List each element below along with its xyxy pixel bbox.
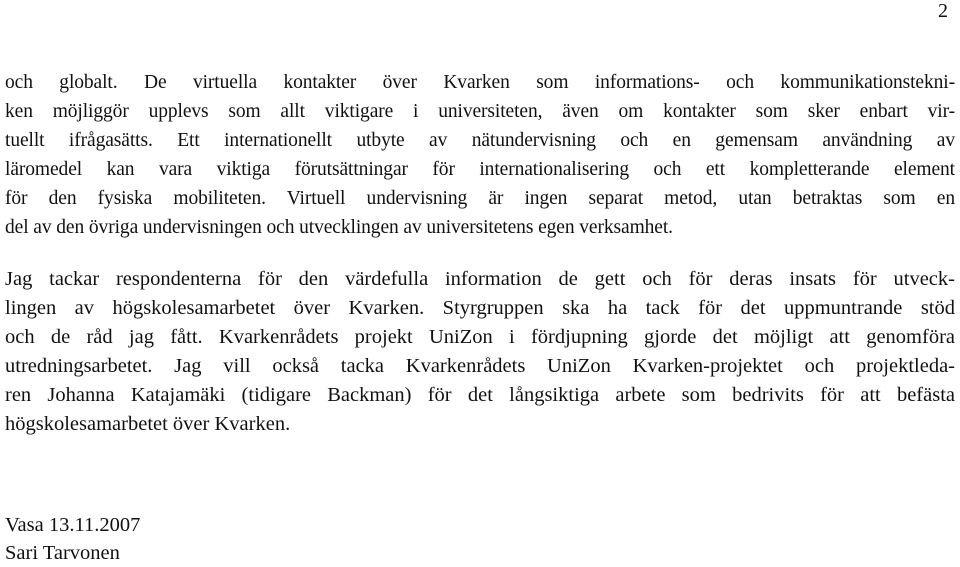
text-line: utredningsarbetet. Jag vill också tacka Kvarkenrådets UniZon Kvarken-projektet och projektleda- [5,355,955,377]
page-number: 2 [938,0,948,22]
text-line: lingen av högskolesamarbetet över Kvarken. Styrgruppen ska ha tack för det uppmuntrande stöd [5,297,955,319]
text-line: Jag tackar respondenterna för den värdefulla information de gett och för deras insats för utveck- [5,268,955,290]
text-line: för den fysiska mobiliteten. Virtuell undervisning är ingen separat metod, utan betraktas som en [5,188,955,209]
paragraph-acknowledgements [5,265,955,439]
text-line: läromedel kan vara viktiga förutsättningar för internationalisering och ett kompletterande element [5,159,955,180]
text-line: och de råd jag fått. Kvarkenrådets projekt UniZon i fördjupning gjorde det möjligt att genomföra [5,326,955,348]
document-body [5,68,955,439]
signature-block [5,511,140,567]
text-line: högskolesamarbetet över Kvarken. [5,413,291,435]
author-name: Sari Tarvonen [5,542,120,564]
text-line: ren Johanna Katajamäki (tidigare Backman) för det långsiktiga arbete som bedrivits för att befästa [5,384,955,406]
text-line: och globalt. De virtuella kontakter över Kvarken som informations- och kommunikationstekni- [5,72,955,93]
text-line: ken möjliggör upplevs som allt viktigare i universiteten, även om kontakter som sker enbart vir- [5,101,955,122]
text-line: tuellt ifrågasätts. Ett internationellt utbyte av nätundervisning och en gemensam användning av [5,130,955,151]
paragraph-virtual-contacts [5,68,955,242]
text-line: del av den övriga undervisningen och utvecklingen av universitetens egen verksamhet. [5,217,673,238]
place-date: Vasa 13.11.2007 [5,514,141,536]
